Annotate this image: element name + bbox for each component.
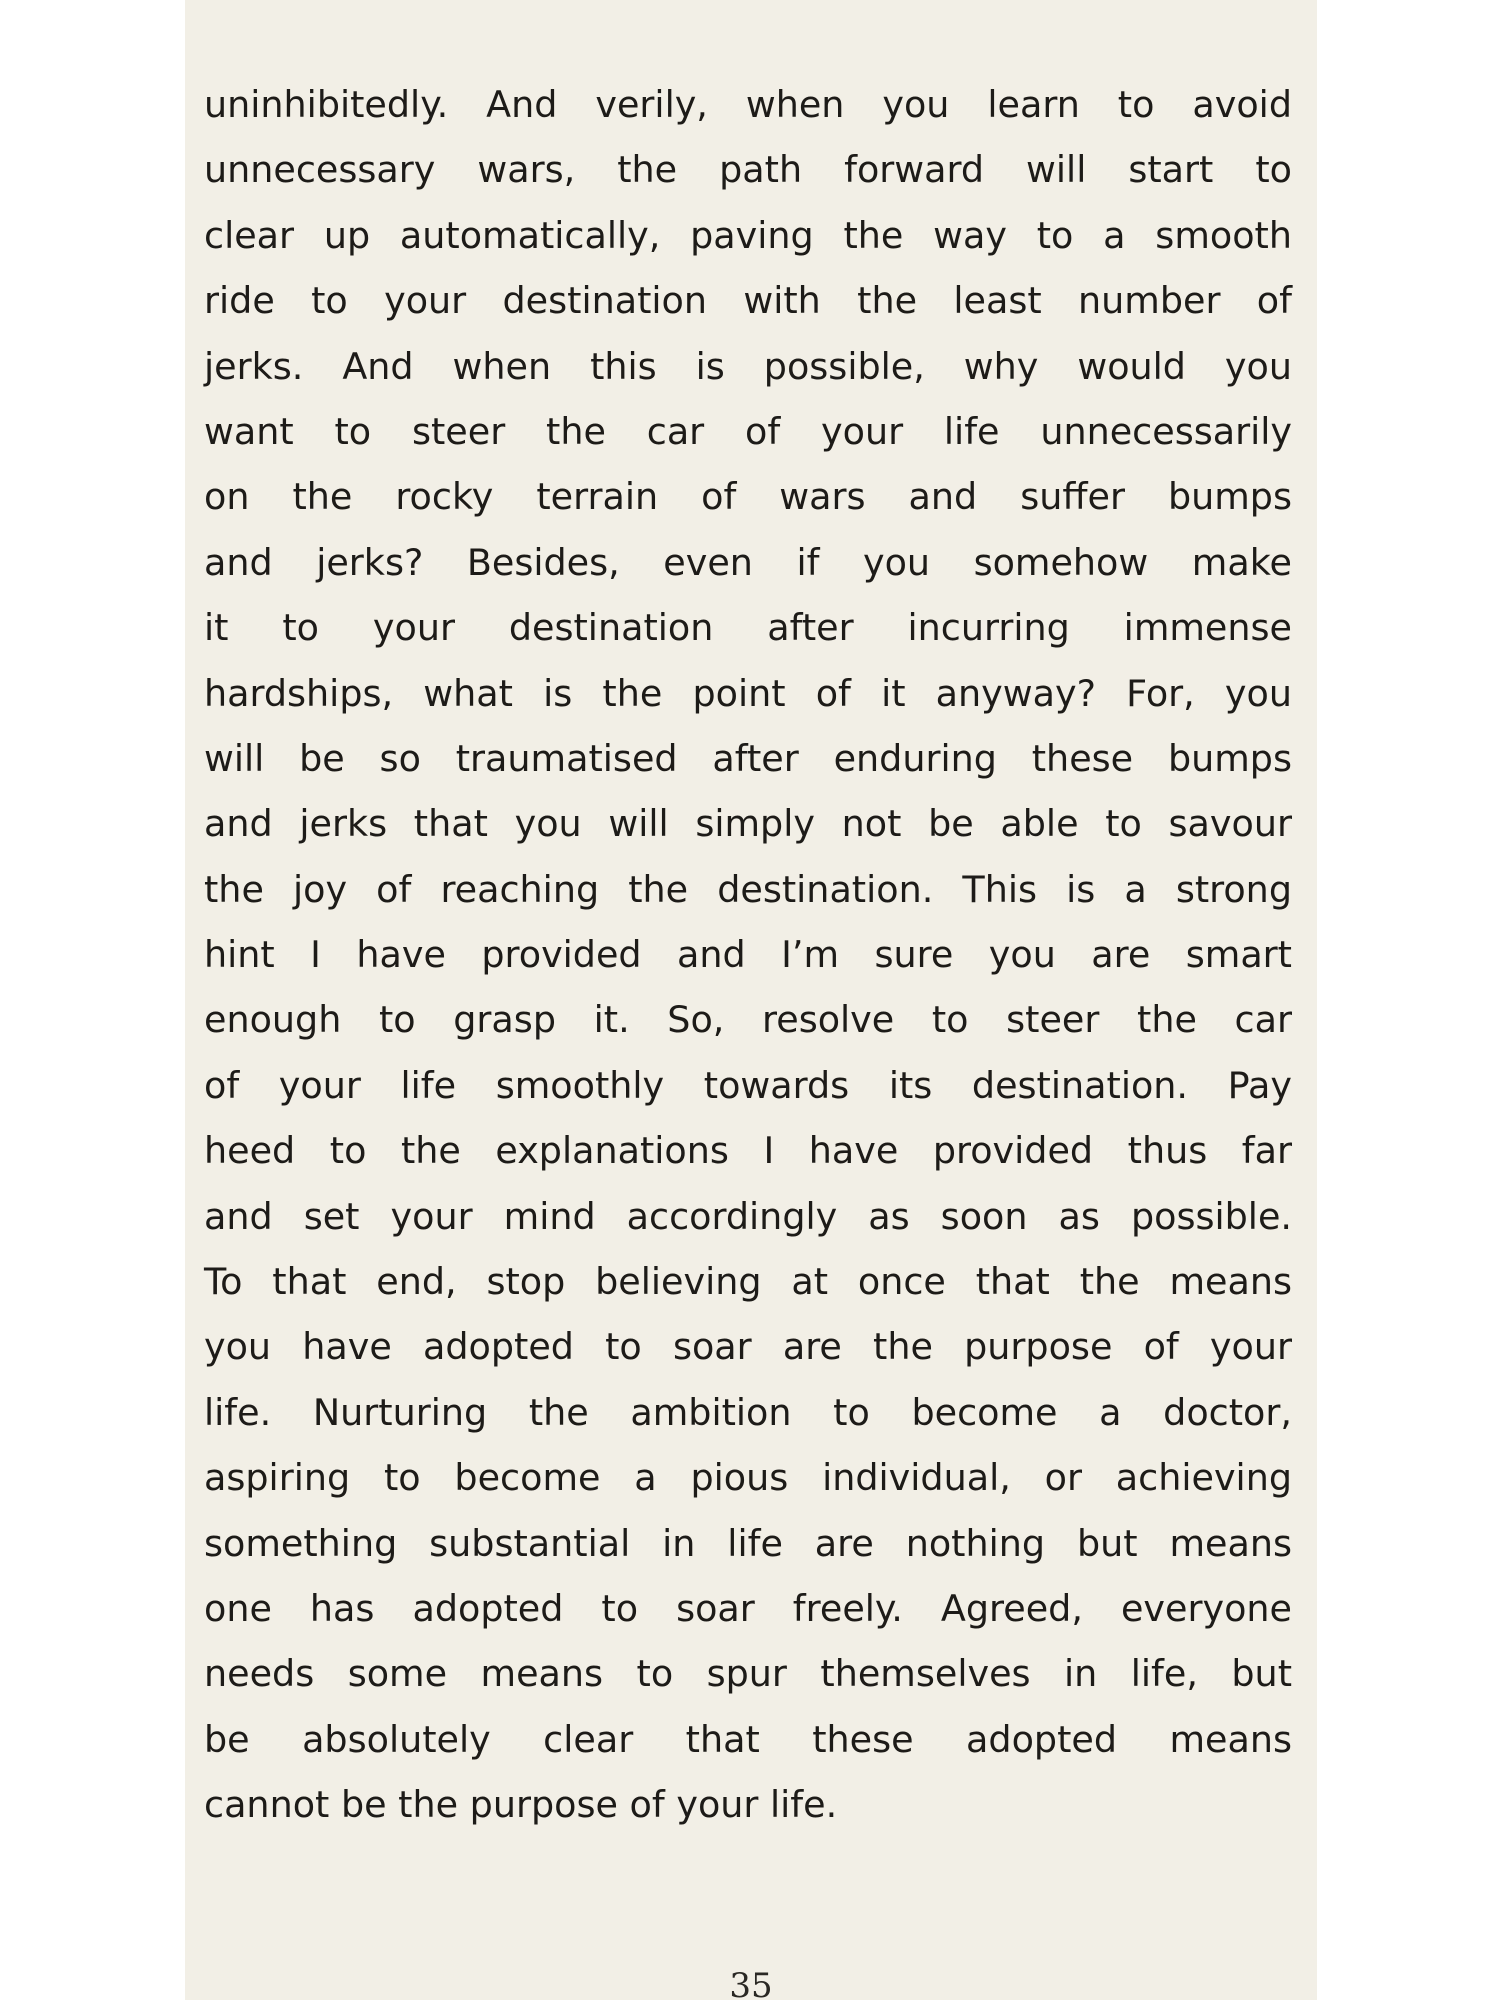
text-line: want to steer the car of your life unnecessarily — [204, 409, 1292, 453]
text-line: on the rocky terrain of wars and suffer bumps — [204, 475, 1292, 519]
text-line: will be so traumatised after enduring these bumps — [204, 736, 1292, 780]
text-line: it to your destination after incurring immense — [204, 606, 1292, 650]
text-line: and jerks that you will simply not be able to savour — [204, 802, 1292, 846]
body-text — [204, 72, 1292, 1838]
page-number: 35 — [729, 1966, 773, 2006]
text-line: life. Nurturing the ambition to become a doctor, — [204, 1390, 1292, 1434]
text-line: clear up automatically, paving the way to a smooth — [204, 213, 1292, 257]
text-line: heed to the explanations I have provided thus far — [204, 1129, 1292, 1173]
text-line: To that end, stop believing at once that the means — [204, 1260, 1292, 1304]
text-line: of your life smoothly towards its destination. Pay — [204, 1063, 1292, 1107]
text-line: uninhibitedly. And verily, when you learn to avoid — [204, 83, 1292, 126]
text-line: something substantial in life are nothing but means — [204, 1521, 1292, 1565]
text-line: you have adopted to soar are the purpose of your — [204, 1325, 1292, 1369]
text-line: hardships, what is the point of it anyway? For, you — [204, 671, 1292, 715]
text-line: enough to grasp it. So, resolve to steer the car — [204, 998, 1292, 1042]
text-line: the joy of reaching the destination. This is a strong — [204, 867, 1292, 911]
text-line: and jerks? Besides, even if you somehow make — [204, 540, 1292, 584]
book-page — [185, 0, 1317, 2006]
text-line: unnecessary wars, the path forward will start to — [204, 148, 1292, 192]
text-line: needs some means to spur themselves in life, but — [204, 1652, 1292, 1696]
text-line: hint I have provided and I’m sure you are smart — [204, 933, 1292, 977]
text-line: ride to your destination with the least number of — [204, 279, 1292, 323]
text-line: and set your mind accordingly as soon as possible. — [204, 1194, 1292, 1238]
text-line: aspiring to become a pious individual, or achieving — [204, 1456, 1292, 1500]
text-line: jerks. And when this is possible, why would you — [204, 344, 1292, 388]
text-line: one has adopted to soar freely. Agreed, everyone — [204, 1586, 1292, 1630]
text-line: be absolutely clear that these adopted means — [204, 1717, 1292, 1761]
text-line: cannot be the purpose of your life. — [204, 1783, 838, 1827]
